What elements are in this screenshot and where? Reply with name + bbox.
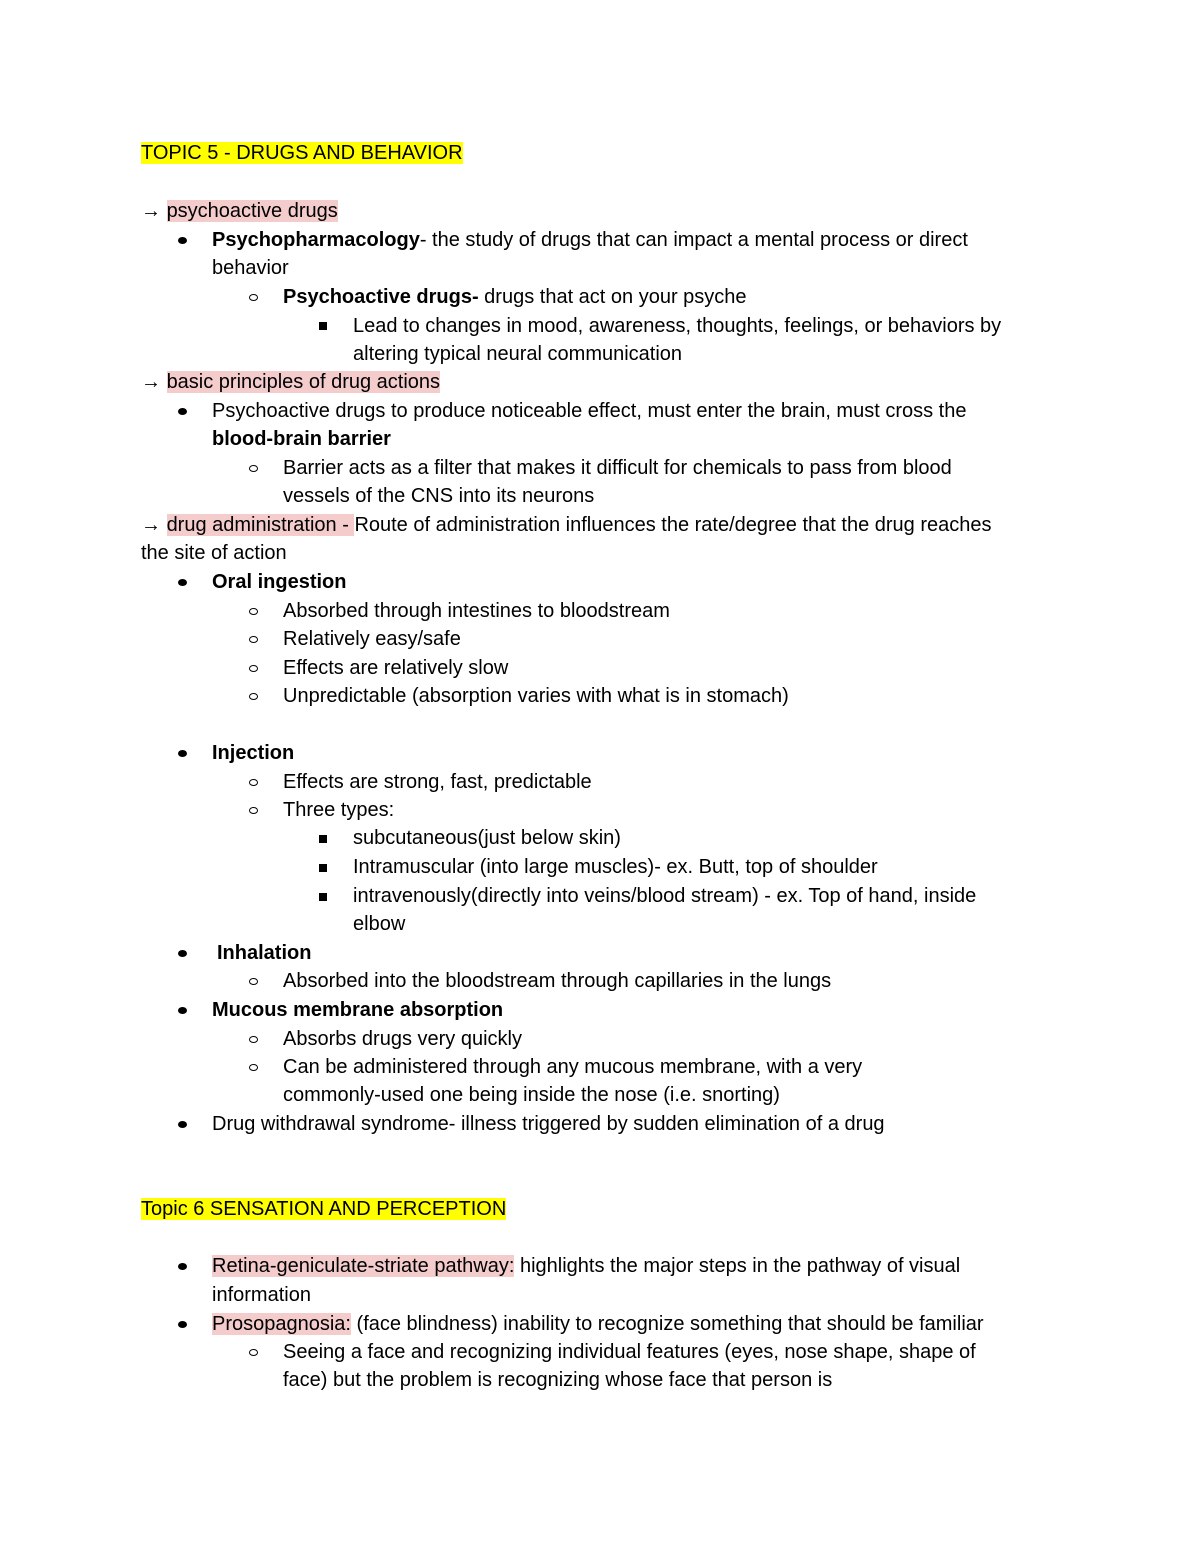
bullet-square-icon — [319, 322, 327, 330]
bullet-circle-icon — [249, 1064, 258, 1071]
injection-heading: Injection — [212, 742, 295, 764]
list-item: Effects are strong, fast, predictable — [283, 771, 592, 793]
arrow-icon: → — [141, 371, 161, 393]
bullet-disc-icon — [178, 579, 187, 586]
list-item-continued: commonly-used one being inside the nose (i.e. snorting) — [283, 1084, 780, 1106]
list-item: Drug withdrawal syndrome- illness triggered by sudden elimination of a drug — [212, 1113, 885, 1135]
bullet-circle-icon — [249, 465, 258, 472]
list-item: Lead to changes in mood, awareness, thoughts, feelings, or behaviors by — [353, 315, 1002, 337]
bullet-disc-icon — [178, 1321, 187, 1328]
bullet-disc-icon — [178, 950, 187, 957]
bullet-circle-icon — [249, 807, 258, 814]
bullet-square-icon — [319, 835, 327, 843]
bullet-circle-icon — [249, 693, 258, 700]
bullet-circle-icon — [249, 1349, 258, 1356]
list-item: subcutaneous(just below skin) — [353, 827, 621, 849]
oral-ingestion-heading: Oral ingestion — [212, 571, 347, 593]
list-item: intravenously(directly into veins/blood stream) - ex. Top of hand, inside — [353, 885, 977, 907]
inhalation-heading: Inhalation — [217, 942, 312, 964]
list-item-continued: behavior — [212, 257, 289, 279]
list-item: Can be administered through any mucous membrane, with a very — [283, 1056, 863, 1078]
list-item: Seeing a face and recognizing individual features (eyes, nose shape, shape of — [283, 1341, 976, 1363]
list-item: Unpredictable (absorption varies with what is in stomach) — [283, 685, 789, 707]
mucous-heading: Mucous membrane absorption — [212, 999, 504, 1021]
arrow-icon: → — [141, 200, 161, 222]
list-item-continued: face) but the problem is recognizing whose face that person is — [283, 1369, 833, 1391]
bullet-disc-icon — [178, 408, 187, 415]
bullet-circle-icon — [249, 1036, 258, 1043]
bullet-disc-icon — [178, 1007, 187, 1014]
bullet-disc-icon — [178, 750, 187, 757]
list-item: Prosopagnosia: (face blindness) inability to recognize something that should be familiar — [212, 1313, 984, 1335]
bullet-disc-icon — [178, 237, 187, 244]
bullet-circle-icon — [249, 978, 258, 985]
list-item: Intramuscular (into large muscles)- ex. Butt, top of shoulder — [353, 856, 878, 878]
list-item-continued: vessels of the CNS into its neurons — [283, 485, 595, 507]
list-item: Psychoactive drugs to produce noticeable effect, must enter the brain, must cross the — [212, 400, 967, 422]
list-item: Barrier acts as a filter that makes it difficult for chemicals to pass from blood — [283, 457, 952, 479]
list-item: Psychopharmacology- the study of drugs that can impact a mental process or direct — [212, 229, 968, 251]
bullet-circle-icon — [249, 636, 258, 643]
section-heading-administration: → drug administration - Route of administration influences the rate/degree that the drug reaches — [141, 514, 992, 536]
arrow-icon: → — [141, 514, 161, 536]
section-heading-continued: the site of action — [141, 542, 287, 564]
list-item-continued: elbow — [353, 913, 406, 935]
list-item-continued: information — [212, 1284, 311, 1306]
bullet-circle-icon — [249, 294, 258, 301]
bullet-circle-icon — [249, 665, 258, 672]
list-item: Three types: — [283, 799, 395, 821]
section-heading-psychoactive: → psychoactive drugs — [141, 200, 338, 222]
list-item: Absorbed into the bloodstream through capillaries in the lungs — [283, 970, 832, 992]
bullet-square-icon — [319, 893, 327, 901]
bullet-circle-icon — [249, 608, 258, 615]
list-item-continued: blood-brain barrier — [212, 428, 391, 450]
bullet-disc-icon — [178, 1263, 187, 1270]
section-heading-principles: → basic principles of drug actions — [141, 371, 441, 393]
list-item: Psychoactive drugs- drugs that act on your psyche — [283, 286, 747, 308]
list-item: Relatively easy/safe — [283, 628, 461, 650]
topic-5-title: TOPIC 5 - DRUGS AND BEHAVIOR — [141, 142, 463, 164]
list-item: Absorbs drugs very quickly — [283, 1028, 522, 1050]
list-item: Retina-geniculate-striate pathway: highlights the major steps in the pathway of visual — [212, 1255, 961, 1277]
bullet-disc-icon — [178, 1121, 187, 1128]
list-item: Absorbed through intestines to bloodstream — [283, 600, 670, 622]
topic-6-title: Topic 6 SENSATION AND PERCEPTION — [141, 1198, 507, 1220]
bullet-circle-icon — [249, 779, 258, 786]
list-item-continued: altering typical neural communication — [353, 343, 683, 365]
list-item: Effects are relatively slow — [283, 657, 509, 679]
bullet-square-icon — [319, 864, 327, 872]
